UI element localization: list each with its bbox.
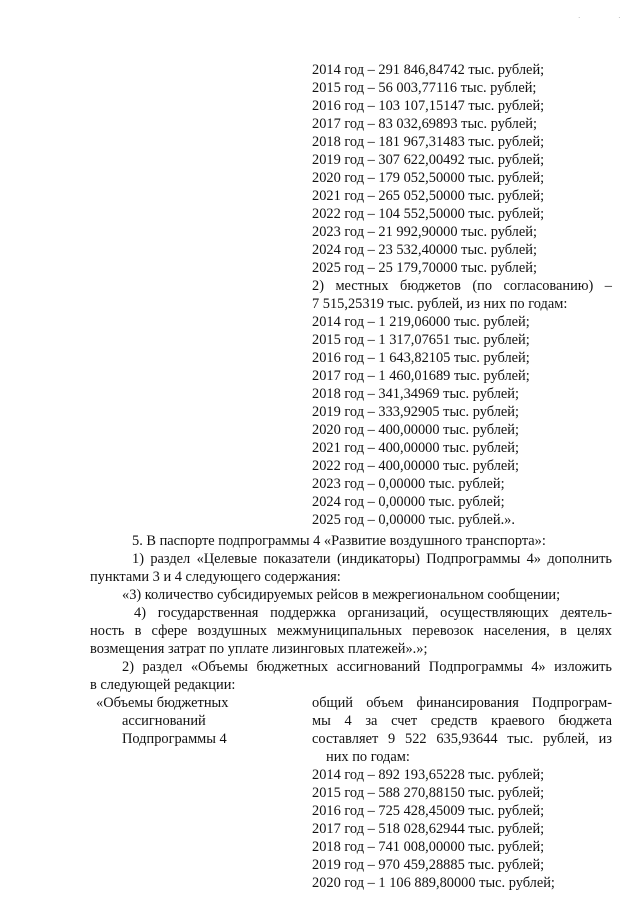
year-line: 2024 год – 23 532,40000 тыс. рублей; — [312, 242, 537, 258]
corner-marks: · · — [578, 14, 639, 22]
total-financing-line: мы 4 за счет средств краевого бюджета — [312, 713, 612, 729]
year-line: 2019 год – 333,92905 тыс. рублей; — [312, 404, 519, 420]
paragraph-5-1-line: пунктами 3 и 4 следующего содержания: — [90, 569, 341, 585]
year-line: 2025 год – 25 179,70000 тыс. рублей; — [312, 260, 537, 276]
year-line: 2023 год – 0,00000 тыс. рублей; — [312, 476, 505, 492]
year-line: 2021 год – 400,00000 тыс. рублей; — [312, 440, 519, 456]
paragraph-5-2-line: в следующей редакции: — [90, 677, 236, 693]
year-line: 2014 год – 892 193,65228 тыс. рублей; — [312, 767, 545, 783]
item-4-line: 4) государственная поддержка организаций, осуществляющих деятель- — [134, 605, 612, 621]
total-financing-line: составляет 9 522 635,93644 тыс. рублей, из — [312, 731, 612, 747]
total-financing-line: них по годам: — [326, 749, 410, 765]
year-line: 2022 год – 400,00000 тыс. рублей; — [312, 458, 519, 474]
year-line: 2014 год – 291 846,84742 тыс. рублей; — [312, 62, 545, 78]
year-line: 2018 год – 341,34969 тыс. рублей; — [312, 386, 519, 402]
paragraph-5-2-line: 2) раздел «Объемы бюджетных ассигнований Подпрограммы 4» изложить — [122, 659, 612, 675]
paragraph-5-1-line: 1) раздел «Целевые показатели (индикаторы) Подпрограммы 4» дополнить — [132, 551, 612, 567]
year-line: 2018 год – 181 967,31483 тыс. рублей; — [312, 134, 545, 150]
item-4-line: ность в сфере воздушных межмуниципальных перевозок населения, в целях — [90, 623, 612, 639]
year-line: 2020 год – 400,00000 тыс. рублей; — [312, 422, 519, 438]
total-financing-line: общий объем финансирования Подпрограм- — [312, 695, 612, 711]
year-line: 2020 год – 1 106 889,80000 тыс. рублей; — [312, 875, 555, 891]
year-line: 2024 год – 0,00000 тыс. рублей; — [312, 494, 505, 510]
year-line: 2023 год – 21 992,90000 тыс. рублей; — [312, 224, 537, 240]
paragraph-5-title: 5. В паспорте подпрограммы 4 «Развитие воздушного транспорта»: — [132, 533, 546, 549]
year-line: 2016 год – 1 643,82105 тыс. рублей; — [312, 350, 530, 366]
year-line: 2015 год – 1 317,07651 тыс. рублей; — [312, 332, 530, 348]
local-budgets-total: 7 515,25319 тыс. рублей, из них по годам: — [312, 296, 568, 312]
year-line: 2019 год – 307 622,00492 тыс. рублей; — [312, 152, 545, 168]
year-line: 2018 год – 741 008,00000 тыс. рублей; — [312, 839, 545, 855]
year-line: 2017 год – 83 032,69893 тыс. рублей; — [312, 116, 537, 132]
year-line: 2025 год – 0,00000 тыс. рублей.». — [312, 512, 515, 528]
year-line: 2017 год – 518 028,62944 тыс. рублей; — [312, 821, 545, 837]
table-left-label: ассигнований — [122, 713, 206, 729]
year-line: 2014 год – 1 219,06000 тыс. рублей; — [312, 314, 530, 330]
item-3: «3) количество субсидируемых рейсов в межрегиональном сообщении; — [122, 587, 561, 603]
item-4-line: возмещения затрат по уплате лизинговых платежей».»; — [90, 641, 428, 657]
local-budgets-heading: 2) местных бюджетов (по согласованию) – — [312, 278, 612, 294]
table-left-label: Подпрограммы 4 — [122, 731, 227, 747]
year-line: 2017 год – 1 460,01689 тыс. рублей; — [312, 368, 530, 384]
year-line: 2015 год – 588 270,88150 тыс. рублей; — [312, 785, 545, 801]
year-line: 2021 год – 265 052,50000 тыс. рублей; — [312, 188, 545, 204]
year-line: 2016 год – 103 107,15147 тыс. рублей; — [312, 98, 545, 114]
year-line: 2015 год – 56 003,77116 тыс. рублей; — [312, 80, 537, 96]
year-line: 2016 год – 725 428,45009 тыс. рублей; — [312, 803, 545, 819]
year-line: 2022 год – 104 552,50000 тыс. рублей; — [312, 206, 545, 222]
table-left-label: «Объемы бюджетных — [96, 695, 229, 711]
year-line: 2019 год – 970 459,28885 тыс. рублей; — [312, 857, 545, 873]
year-line: 2020 год – 179 052,50000 тыс. рублей; — [312, 170, 545, 186]
